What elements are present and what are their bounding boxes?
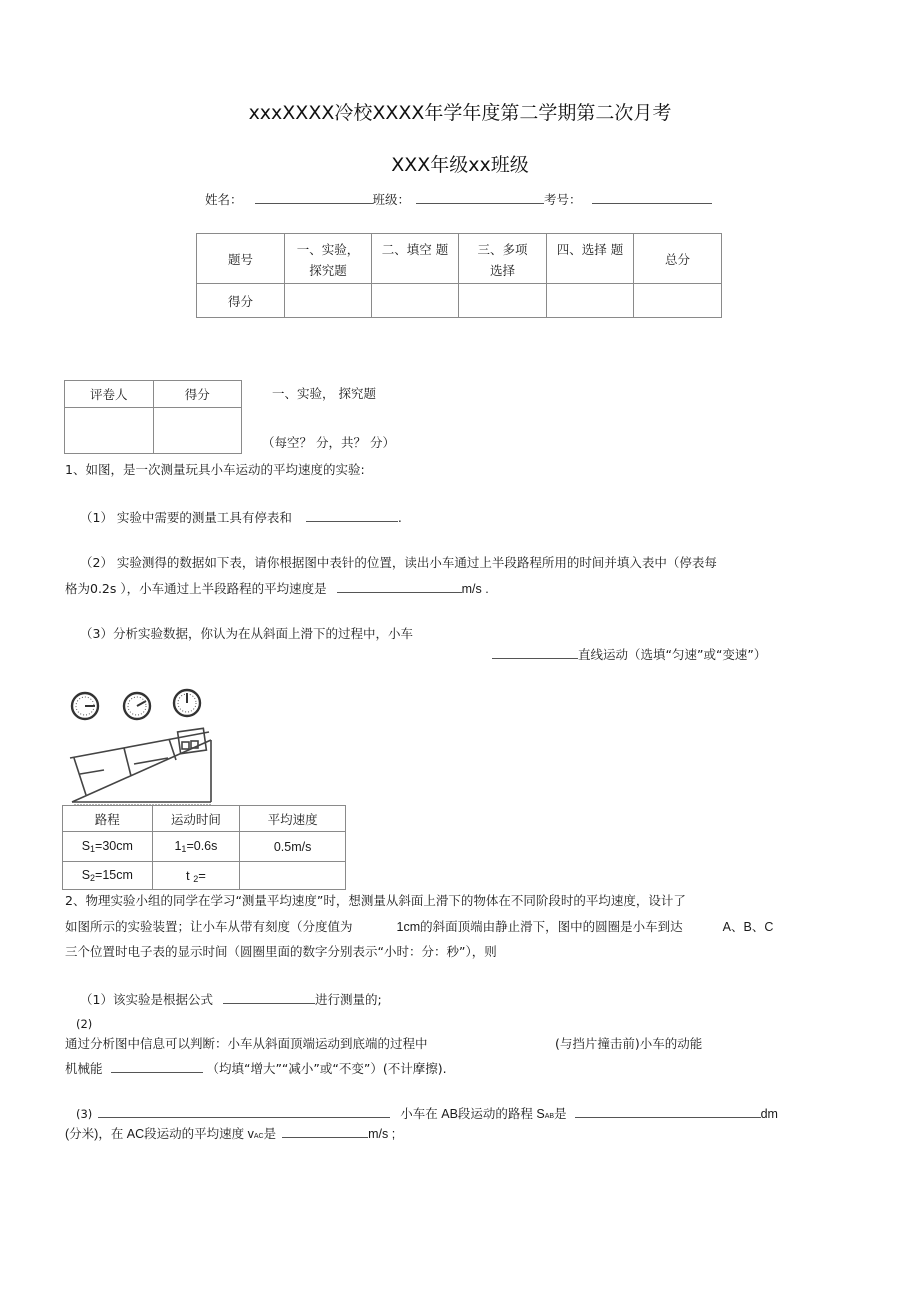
header-cell-number: 题号 [197, 234, 285, 284]
stopwatch-incline-figure [64, 684, 224, 806]
subscript: AC [253, 1133, 264, 1140]
q2-part3-line2 [65, 1124, 395, 1142]
class-field[interactable] [416, 190, 544, 204]
section-title: 一、实验， 探究题 [272, 386, 376, 401]
q1-part3-line2 [492, 645, 766, 663]
q2-part2-blank[interactable] [111, 1059, 203, 1073]
q2-positions: A、B、C [722, 920, 774, 934]
q2-part3-text: 小车在 AB段运动的路程 S [400, 1107, 545, 1121]
row-label-score: 得分 [197, 284, 285, 318]
q1-part2-line2 [65, 579, 489, 597]
section-score-note: （每空？ 分，共？ 分） [262, 435, 395, 450]
table-row [63, 832, 346, 862]
header-cell-total: 总分 [634, 234, 722, 284]
subscript: 1 [181, 844, 187, 854]
header-time: 运动时间 [152, 806, 240, 832]
incline-icon [70, 728, 211, 802]
time-symbol: 1 [174, 839, 182, 853]
q2-part3-text: 是 [554, 1106, 567, 1121]
q2-line2 [65, 917, 773, 935]
q2-part3-text: (分米)，在 AC段运动的平均速度 v [65, 1127, 254, 1141]
exam-title: xxxXXXX冷校XXXX年学年度第二学期第二次月考 [248, 102, 672, 124]
incline-diagram-icon [64, 684, 224, 806]
exam-number-field[interactable] [592, 190, 712, 204]
name-label: 姓名： [205, 192, 243, 207]
header-text: 选择 [489, 263, 515, 278]
speed-cell[interactable] [240, 862, 346, 890]
q2-part3-blank-speed[interactable] [282, 1124, 368, 1138]
q1-part2-text: 格为0.2s ），小车通过上半段路程的平均速度是 [65, 581, 327, 596]
distance-symbol: S [81, 868, 91, 882]
q2-part1-text: （1）该实验是根据公式 [80, 992, 213, 1007]
class-subtitle: XXX年级xx班级 [391, 154, 529, 176]
header-cell-section1 [285, 234, 372, 284]
q1-part2-unit: m/s . [461, 582, 489, 596]
measurement-data-table [62, 805, 346, 890]
distance-cell [63, 832, 153, 862]
score-header-row [197, 234, 722, 284]
score-summary-table [196, 233, 722, 318]
q2-line3: 三个位置时电子表的显示时间（圆圈里面的数字分别表示“小时：分：秒”），则 [65, 944, 497, 959]
q2-part1-blank[interactable] [223, 990, 315, 1004]
q1-part2-blank[interactable] [337, 579, 462, 593]
student-info-line [205, 190, 712, 208]
q2-part3-unit: m/s ; [368, 1127, 396, 1141]
header-text: 三、多项 [477, 242, 528, 257]
header-text: 二、填空 题 [381, 242, 449, 257]
q2-part2-label: (2) [76, 1017, 93, 1031]
subscript: 1 [90, 844, 96, 854]
grader-score-cell[interactable] [153, 408, 242, 454]
header-cell-section4 [547, 234, 634, 284]
q1-part2-line1: （2） 实验测得的数据如下表，请你根据图中表针的位置，读出小车通过上半段路程所用的时间并填入表中（停表每 [80, 555, 717, 570]
q2-part2-line2 [65, 1059, 447, 1077]
table-row [63, 862, 346, 890]
q2-part2-text: 机械能 [65, 1061, 103, 1076]
q2-part3-blank-distance[interactable] [575, 1104, 761, 1118]
header-avg-speed: 平均速度 [240, 806, 346, 832]
q2-line2-text: 1cm的斜面顶端由静止滑下，图中的圆圈是小车到达 [396, 920, 683, 934]
header-text: 探究题 [309, 263, 347, 278]
q2-line1: 2、物理实验小组的同学在学习“测量平均速度”时，想测量从斜面上滑下的物体在不同阶段时的平均速度，设计了 [65, 893, 686, 908]
q2-part3-text: 是 [263, 1126, 277, 1141]
q2-part2-line1b: (与挡片撞击前)小车的动能 [555, 1036, 703, 1051]
grader-score-header: 得分 [153, 381, 242, 408]
distance-cell [63, 862, 153, 890]
header-distance: 路程 [63, 806, 153, 832]
score-cell-total[interactable] [634, 284, 722, 318]
exam-number-label: 考号： [544, 192, 582, 207]
speed-cell: 0.5m/s [240, 832, 346, 862]
q2-part2-line1: 通过分析图中信息可以判断：小车从斜面顶端运动到底端的过程中 [65, 1036, 428, 1051]
q2-part3-line1 [76, 1104, 778, 1122]
q1-part1-blank[interactable] [306, 508, 398, 522]
time-value: = [198, 867, 206, 883]
subscript: 2 [193, 873, 199, 884]
distance-symbol: S [81, 839, 91, 853]
time-value: =0.6s [186, 839, 218, 853]
header-cell-section3 [459, 234, 547, 284]
q1-part3-text: 直线运动（选填“匀速”或“变速”） [578, 647, 767, 662]
time-symbol: t [186, 867, 194, 883]
q2-part3-blank-reason[interactable] [98, 1104, 390, 1118]
time-cell[interactable] [152, 862, 240, 890]
score-value-row [197, 284, 722, 318]
score-cell[interactable] [547, 284, 634, 318]
distance-value: =15cm [95, 868, 133, 882]
q2-part2-suffix: （均填“增大”“减小”或“不变”）(不计摩擦). [206, 1061, 447, 1076]
q2-part3-label: (3) [76, 1107, 93, 1121]
name-field[interactable] [255, 190, 373, 204]
subscript: AB [544, 1113, 555, 1120]
score-cell[interactable] [372, 284, 459, 318]
q1-part3-blank[interactable] [492, 645, 578, 659]
q2-part1 [80, 990, 382, 1008]
q1-part1 [80, 508, 402, 526]
time-cell [152, 832, 240, 862]
class-label: 班级： [372, 192, 411, 207]
q2-line2-text: 如图所示的实验装置；让小车从带有刻度（分度值为 [65, 919, 353, 934]
header-text: 四、选择 题 [556, 242, 624, 257]
grader-table [64, 380, 242, 454]
q1-part3-line1: （3）分析实验数据，你认为在从斜面上滑下的过程中，小车 [80, 626, 413, 641]
grader-header: 评卷人 [65, 381, 154, 408]
distance-value: =30cm [95, 839, 133, 853]
q1-stem: 1、如图，是一次测量玩具小车运动的平均速度的实验: [65, 462, 365, 477]
score-cell[interactable] [459, 284, 547, 318]
header-text: 一、实验， [296, 242, 360, 257]
header-cell-section2 [372, 234, 459, 284]
grader-cell[interactable] [65, 408, 154, 454]
score-cell[interactable] [285, 284, 372, 318]
q1-part1-suffix: . [397, 510, 402, 525]
q2-part3-unit: dm [760, 1107, 778, 1121]
subscript: 2 [90, 873, 96, 883]
q2-part1-suffix: 进行测量的; [314, 992, 382, 1007]
data-header-row [63, 806, 346, 832]
q1-part1-text: （1） 实验中需要的测量工具有停表和 [80, 510, 292, 525]
